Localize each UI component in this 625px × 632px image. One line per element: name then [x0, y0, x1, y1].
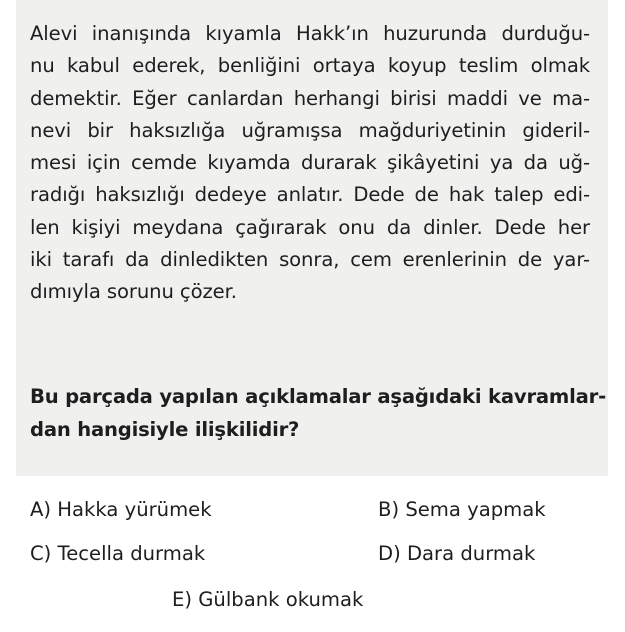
passage-text	[30, 18, 590, 309]
question-line: Bu parçada yapılan açıklamalar aşağıdaki kavramlar-	[30, 385, 607, 408]
passage-line: iki tarafı da dinledikten sonra, cem erenlerinin de yar-	[30, 248, 590, 272]
option-d[interactable]: D) Dara durmak	[378, 542, 536, 565]
passage-line: Alevi inanışında kıyamla Hakk’ın huzurunda durduğu-	[30, 22, 590, 45]
passage-line: len kişiyi meydana çağırarak onu da dinler. Dede her	[30, 215, 590, 239]
passage-line: nevi bir haksızlığa uğramışsa mağduriyetinin gideril-	[30, 118, 590, 142]
question-text	[30, 380, 607, 446]
question-line: dan hangisiyle ilişkilidir?	[30, 418, 300, 441]
option-b[interactable]: B) Sema yapmak	[378, 498, 546, 521]
passage-line: mesi için cemde kıyamda durarak şikâyetini ya da uğ-	[30, 151, 590, 175]
option-e[interactable]: E) Gülbank okumak	[172, 588, 364, 611]
option-c[interactable]: C) Tecella durmak	[30, 542, 206, 565]
passage-line: nu kabul ederek, benliğini ortaya koyup teslim olmak	[30, 54, 590, 78]
passage-line: demektir. Eğer canlardan herhangi birisi maddi ve ma-	[30, 86, 590, 110]
option-a[interactable]: A) Hakka yürümek	[30, 498, 212, 521]
passage-line: dımıyla sorunu çözer.	[30, 280, 237, 304]
passage-line: radığı haksızlığı dedeye anlatır. Dede de hak talep edi-	[30, 183, 590, 207]
